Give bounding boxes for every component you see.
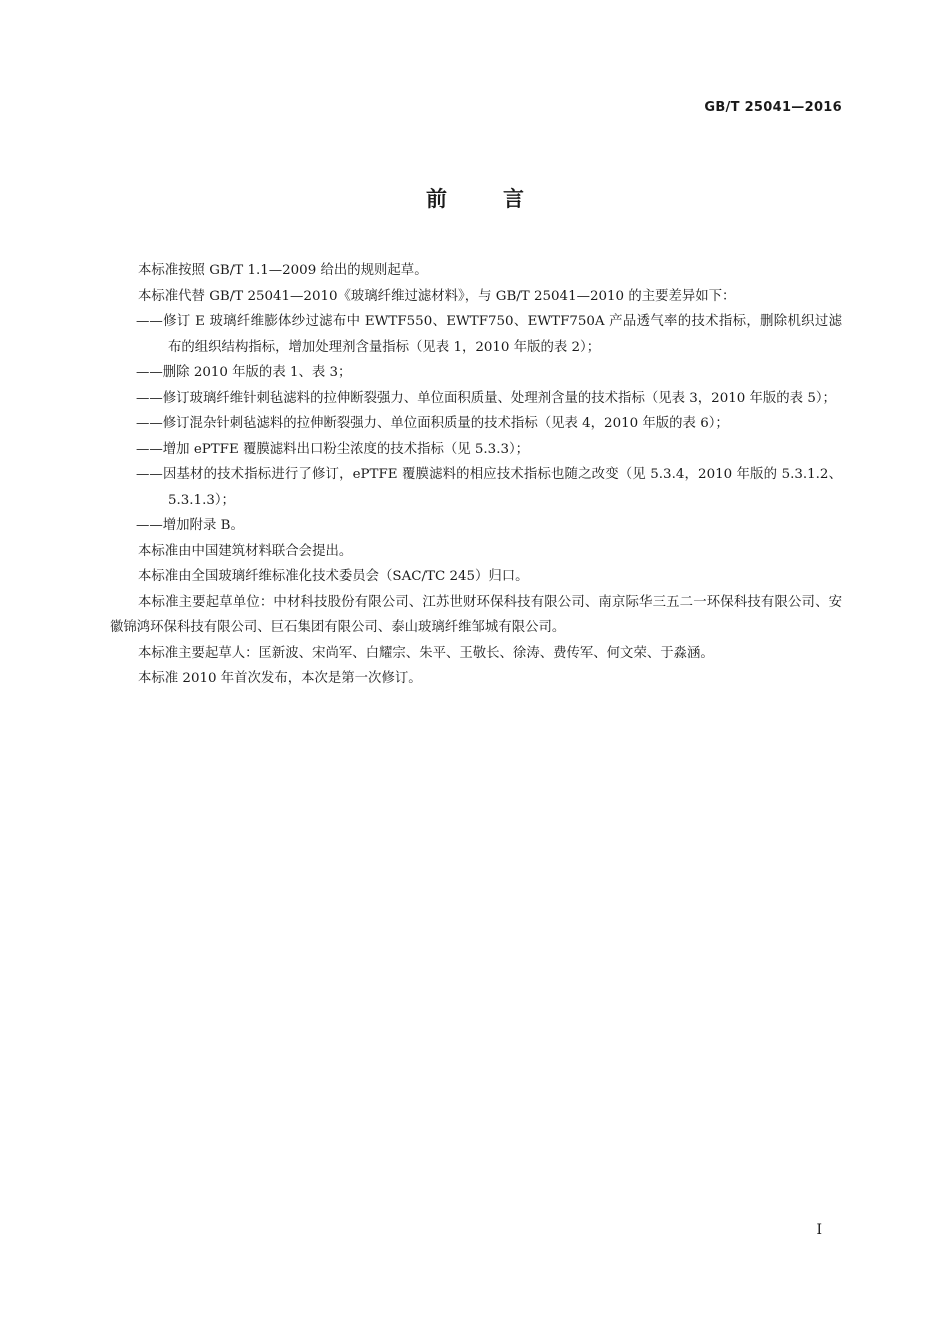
list-item: ——修订玻璃纤维针刺毡滤料的拉伸断裂强力、单位面积质量、处理剂含量的技术指标（见表 3，2010 年版的表 5）；: [136, 390, 836, 406]
list-item: ——修订 E 玻璃纤维膨体纱过滤布中 EWTF550、EWTF750、EWTF750A 产品透气率的技术指标，删除机织过滤布的组织结构指标，增加处理剂含量指标（见表 1，2010 年版的表 2）；: [136, 314, 842, 355]
foreword-body: [110, 258, 842, 692]
paragraph-publication-history: 本标准 2010 年首次发布，本次是第一次修订。: [138, 671, 422, 686]
list-item: ——删除 2010 年版的表 1、表 3；: [136, 365, 352, 380]
list-item: ——增加 ePTFE 覆膜滤料出口粉尘浓度的技术指标（见 5.3.3）；: [136, 441, 530, 457]
paragraph-technical-committee: 本标准由全国玻璃纤维标准化技术委员会（SAC/TC 245）归口。: [138, 569, 529, 584]
list-item: ——修订混杂针刺毡滤料的拉伸断裂强力、单位面积质量的技术指标（见表 4，2010 年版的表 6）；: [136, 416, 729, 431]
paragraph-drafting-units: 本标准主要起草单位：中材科技股份有限公司、江苏世财环保科技有限公司、南京际华三五二一环保科技有限公司、安徽锦鸿环保科技有限公司、巨石集团有限公司、泰山玻璃纤维邹城有限公司。: [110, 594, 842, 635]
standard-number: GB/T 25041—2016: [704, 100, 842, 115]
paragraph-replacement: 本标准代替 GB/T 25041—2010《玻璃纤维过滤材料》，与 GB/T 25041—2010 的主要差异如下：: [138, 288, 736, 304]
page-title: 前言: [426, 187, 580, 211]
paragraph-proposer: 本标准由中国建筑材料联合会提出。: [138, 543, 353, 559]
paragraph-drafting-rules: 本标准按照 GB/T 1.1—2009 给出的规则起草。: [138, 263, 428, 278]
page-number: I: [816, 1222, 822, 1238]
list-item: ——增加附录 B。: [136, 518, 244, 533]
paragraph-drafters: 本标准主要起草人：匡新波、宋尚军、白耀宗、朱平、王敬长、徐涛、费传军、何文荣、于淼涵。: [138, 645, 714, 661]
list-item: ——因基材的技术指标进行了修订，ePTFE 覆膜滤料的相应技术指标也随之改变（见 5.3.4，2010 年版的 5.3.1.2、5.3.1.3）；: [136, 467, 842, 508]
